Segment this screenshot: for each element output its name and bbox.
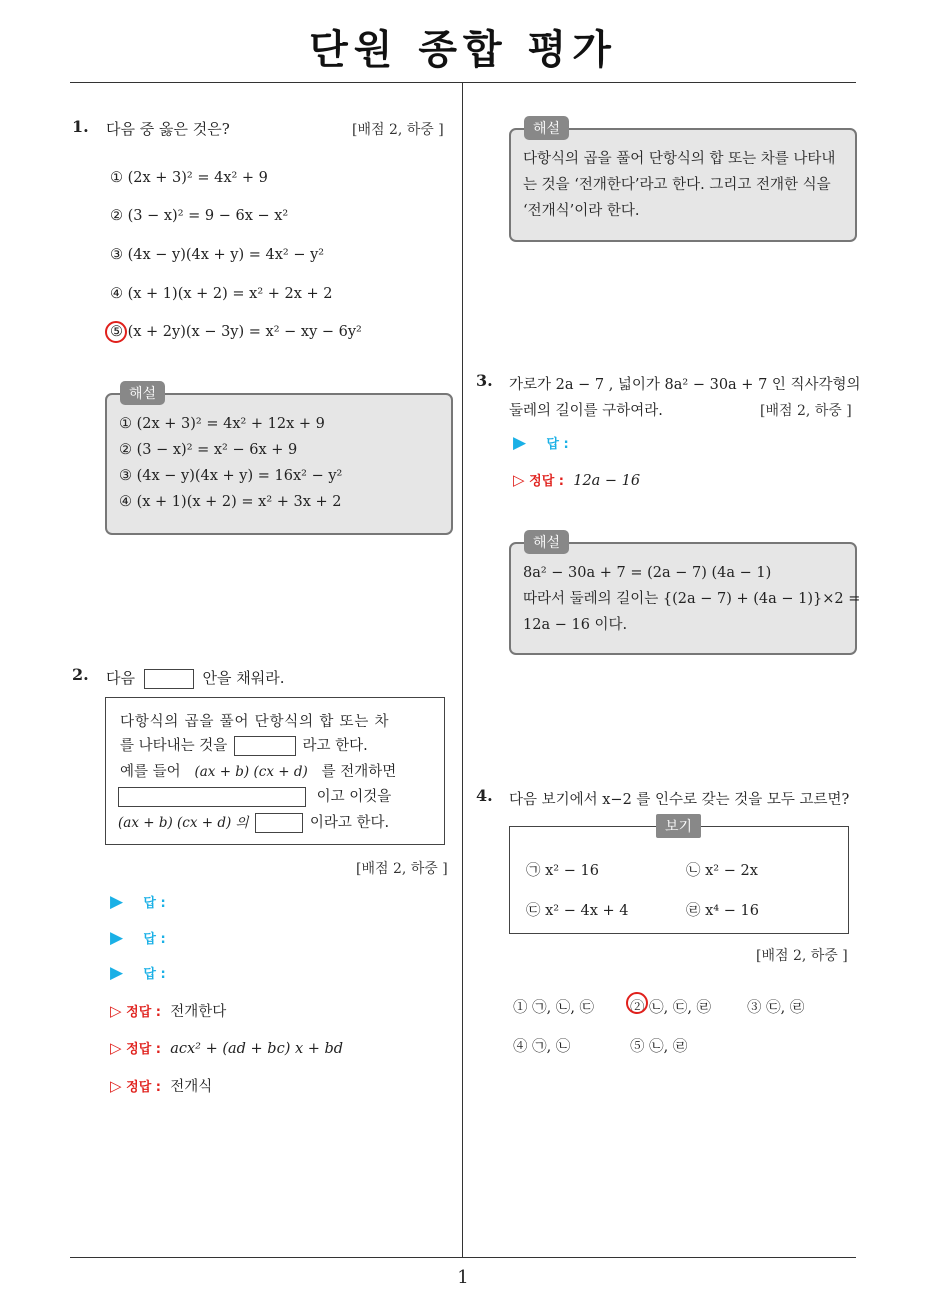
correct-value: 전개식	[170, 1079, 213, 1095]
play-arrow-icon: ▶	[513, 433, 527, 453]
column-divider	[462, 83, 463, 1257]
selected-answer-circle	[105, 321, 127, 343]
explanation-tag: 해설	[524, 530, 569, 554]
correct-answer-row	[110, 1038, 343, 1057]
score-meta: [배점 2, 하중 ]	[760, 403, 852, 419]
example-item: ㉠ x² − 16	[526, 863, 599, 879]
answer-label: 답 :	[143, 932, 166, 947]
blank-box	[144, 669, 194, 689]
option-3[interactable]: ③ (4x − y)(4x + y) = 4x² − y²	[110, 247, 325, 263]
explanation-box	[509, 542, 861, 655]
option-5[interactable]: ⑤ ㉡, ㉣	[630, 1039, 688, 1055]
blank-input[interactable]	[234, 736, 296, 756]
answer-row[interactable]	[110, 963, 166, 983]
outline-arrow-icon: ▷	[110, 1077, 122, 1095]
explanation-line: 다항식의 곱을 풀어 단항식의 합 또는 차를 나타내	[523, 151, 836, 167]
example-tag: 보기	[656, 814, 701, 838]
score-meta: [배점 2, 하중 ]	[356, 861, 448, 877]
option-2[interactable]: ② (3 − x)² = 9 − 6x − x²	[110, 208, 289, 224]
answer-label: 답 :	[143, 896, 166, 911]
box-text-line: 를 나타내는 것을 라고 한다.	[120, 738, 368, 754]
score-meta: [배점 2, 하중 ]	[352, 122, 444, 138]
explanation-tag: 해설	[524, 116, 569, 140]
correct-value: 전개한다	[170, 1004, 227, 1020]
question-number: 4.	[476, 786, 493, 805]
score-meta: [배점 2, 하중 ]	[756, 948, 848, 964]
option-5[interactable]: ⑤ (x + 2y)(x − 3y) = x² − xy − 6y²	[110, 324, 362, 340]
correct-label: 정답 :	[126, 1005, 161, 1020]
page-title: 단원 종합 평가	[309, 27, 617, 73]
answer-row[interactable]	[513, 433, 569, 453]
blank-input[interactable]	[118, 787, 306, 807]
example-item: ㉢ x² − 4x + 4	[526, 903, 629, 919]
option-1[interactable]: ① ㉠, ㉡, ㉢	[513, 1000, 595, 1016]
outline-arrow-icon: ▷	[513, 471, 525, 489]
example-box	[509, 826, 849, 934]
explanation-line: ④ (x + 1)(x + 2) = x² + 3x + 2	[119, 494, 342, 510]
correct-value: acx² + (ad + bc) x + bd	[170, 1041, 344, 1057]
box-text-line: 예를 들어 (ax + b) (cx + d) 를 전개하면	[120, 764, 397, 780]
example-item: ㉡ x² − 2x	[686, 863, 758, 879]
box-text-line: 다항식의 곱을 풀어 단항식의 합 또는 차	[120, 714, 390, 730]
question-number: 3.	[476, 371, 493, 390]
correct-label: 정답 :	[126, 1080, 161, 1095]
explanation-tag: 해설	[120, 381, 165, 405]
explanation-line: 는 것을 ‘전개한다’라고 한다. 그리고 전개한 식을	[523, 177, 831, 193]
outline-arrow-icon: ▷	[110, 1039, 122, 1057]
option-4[interactable]: ④ ㉠, ㉡	[513, 1039, 571, 1055]
explanation-line: 12a − 16 이다.	[523, 617, 628, 633]
correct-label: 정답 :	[126, 1042, 161, 1057]
explanation-box	[509, 128, 857, 242]
correct-label: 정답 :	[529, 474, 564, 489]
question-number: 1.	[72, 117, 89, 136]
question-text: 다음 안을 채워라.	[106, 669, 285, 687]
play-arrow-icon: ▶	[110, 892, 124, 912]
box-text-line: 이고 이것을	[118, 785, 391, 807]
correct-value: 12a − 16	[573, 473, 641, 489]
question-text: 둘레의 길이를 구하여라.	[509, 403, 663, 419]
blank-input[interactable]	[255, 813, 303, 833]
explanation-box	[105, 393, 453, 535]
example-item: ㉣ x⁴ − 16	[686, 903, 759, 919]
option-1[interactable]: ① (2x + 3)² = 4x² + 9	[110, 170, 268, 186]
footer-divider	[70, 1257, 856, 1258]
outline-arrow-icon: ▷	[110, 1002, 122, 1020]
correct-answer-row	[110, 1000, 226, 1021]
question-number: 2.	[72, 665, 89, 684]
answer-label: 답 :	[546, 437, 569, 452]
explanation-line: ‘전개식’이라 한다.	[523, 203, 640, 219]
explanation-line: 따라서 둘레의 길이는 {(2a − 7) + (4a − 1)}×2 =	[523, 591, 861, 607]
question-text: 다음 중 옳은 것은?	[106, 120, 230, 138]
explanation-line: 8a² − 30a + 7 = (2a − 7) (4a − 1)	[523, 565, 772, 581]
fill-in-box	[105, 697, 445, 845]
option-4[interactable]: ④ (x + 1)(x + 2) = x² + 2x + 2	[110, 286, 333, 302]
page-number: 1	[457, 1267, 469, 1288]
correct-answer-row	[513, 470, 640, 489]
option-3[interactable]: ③ ㉢, ㉣	[747, 1000, 805, 1016]
explanation-line: ② (3 − x)² = x² − 6x + 9	[119, 442, 298, 458]
explanation-line: ③ (4x − y)(4x + y) = 16x² − y²	[119, 468, 343, 484]
correct-answer-row	[110, 1075, 212, 1096]
explanation-line: ① (2x + 3)² = 4x² + 12x + 9	[119, 416, 325, 432]
answer-label: 답 :	[143, 967, 166, 982]
answer-row[interactable]	[110, 892, 166, 912]
answer-row[interactable]	[110, 928, 166, 948]
header-divider	[70, 82, 856, 83]
question-text: 가로가 2a − 7 , 넓이가 8a² − 30a + 7 인 직사각형의	[509, 377, 861, 393]
box-text-line: (ax + b) (cx + d) 의 이라고 한다.	[118, 815, 390, 831]
selected-answer-circle	[626, 992, 648, 1014]
play-arrow-icon: ▶	[110, 928, 124, 948]
play-arrow-icon: ▶	[110, 963, 124, 983]
option-2[interactable]: ② ㉡, ㉢, ㉣	[630, 1000, 712, 1016]
question-text: 다음 보기에서 x−2 를 인수로 갖는 것을 모두 고르면?	[509, 792, 850, 808]
